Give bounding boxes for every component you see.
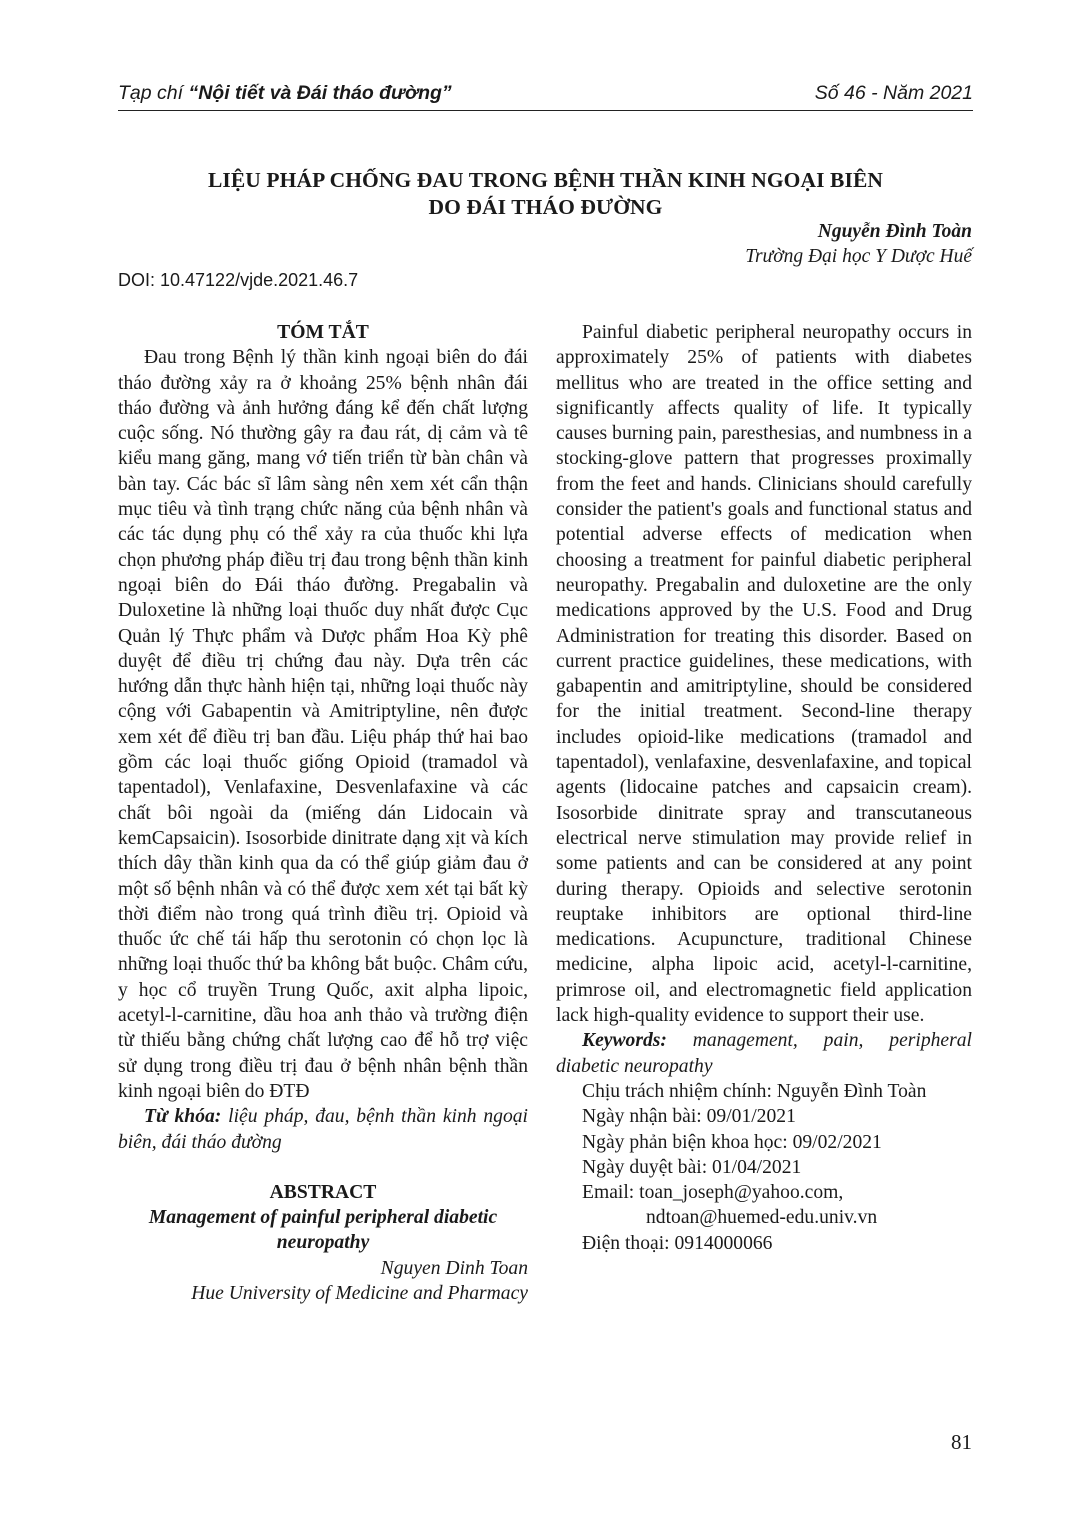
en-abstract-body: Painful diabetic peripheral neuropathy occurs in approximately 25% of patients with diabetes mellitus who are treated in the office setting and significantly affects quality of life. It typically causes burning pain, paresthesias, and numbness in a stocking-glove pattern that progresses proximally from the feet and hands. Clinicians should carefully consider the patient's goals and functional status and potential adverse effects of medication when choosing a treatment for painful diabetic peripheral neuropathy. Pregabalin and duloxetine are the only medications approved by the U.S. Food and Drug Administration for treating this disorder. Based on current practice guidelines, these medications, with gabapentin and amitriptyline, should be considered for the initial treatment. Second-line therapy includes opioid-like medications (tramadol and tapentadol), venlafaxine, desvenlafaxine, and topical agents (lidocaine patches and capsaicin cream). Isosorbide dinitrate spray and transcutaneous electrical nerve stimulation may provide relief in some patients and can be considered at any point during therapy. Opioids and selective serotonin reuptake inhibitors are optional third-line medications. Acupuncture, traditional Chinese medicine, alpha lipoic acid, acetyl-l-carnitine, primrose oil, and electromagnetic field application lack high-quality evidence to support their use.	[556, 322, 972, 1027]
en-author-name: Nguyen Dinh Toan	[380, 1257, 528, 1279]
review-date: Ngày phản biện khoa học: 09/02/2021	[582, 1131, 882, 1153]
received-date: Ngày nhận bài: 09/01/2021	[582, 1106, 796, 1128]
en-abstract-heading: ABSTRACT	[269, 1181, 377, 1203]
journal-name	[118, 82, 452, 105]
vi-keywords-label: Từ khóa:	[144, 1106, 222, 1128]
email-line-2: ndtoan@huemed-edu.univ.vn	[646, 1207, 878, 1229]
en-title-line-1: Management of painful peripheral diabetic	[148, 1207, 498, 1229]
vi-abstract-body: Đau trong Bệnh lý thần kinh ngoại biên do đái tháo đường xảy ra ở khoảng 25% bệnh nhân đái tháo đường và ảnh hưởng đáng kể đến chất lượng cuộc sống. Nó thường gây ra đau rát, dị cảm và tê kiểu mang găng, mang vớ tiến triển từ bàn chân và bàn tay. Các bác sĩ lâm sàng nên xem xét cẩn thận mục tiêu và tình trạng chức năng của bệnh nhân và các tác dụng phụ có thể xảy ra của thuốc khi lựa chọn phương pháp điều trị đau trong bệnh thần kinh ngoại biên do Đái tháo đường. Pregabalin và Duloxetine là những loại thuốc duy nhất được Cục Quản lý Thực phẩm và Dược phẩm Hoa Kỳ phê duyệt để điều trị chứng đau này. Dựa trên các hướng dẫn thực hành hiện tại, những loại thuốc này cộng với Gabapentin và Amitriptyline, nên được xem xét để điều trị ban đầu. Liệu pháp thứ hai bao gồm các loại thuốc giống Opioid (tramadol và tapentadol), Venlafaxine, Desvenlafaxine và các chất bôi ngoài da (miếng dán Lidocain và kemCapsaicin). Isosorbide dinitrate dạng xịt và kích thích dây thần kinh qua da có thể giúp giảm đau ở một số bệnh nhân và có thể được xem xét tại bất kỳ thời điểm nào trong quá trình điều trị. Opioid và thuốc ức chế tái hấp thu serotonin có chọn lọc là những loại thuốc thứ ba không bắt buộc. Châm cứu, y học cổ truyền Trung Quốc, axit alpha lipoic, acetyl-l-carnitine, dầu hoa anh thảo và trường điện từ thiếu bằng chứng chất lượng cao để hỗ trợ việc sử dụng trong điều trị đau ở bệnh nhân bệnh thần kinh ngoại biên do ĐTĐ	[118, 347, 528, 1102]
phone-number: Điện thoại: 0914000066	[582, 1232, 773, 1254]
article-title-line-1: LIỆU PHÁP CHỐNG ĐAU TRONG BỆNH THẦN KINH NGOẠI BIÊN	[207, 168, 884, 192]
left-column	[118, 320, 528, 1306]
running-header	[118, 80, 973, 108]
doi: DOI: 10.47122/vjde.2021.46.7	[118, 270, 359, 290]
email-line-1: Email: toan_joseph@yahoo.com,	[582, 1182, 844, 1204]
journal-title: “Nội tiết và Đái tháo đường”	[188, 82, 452, 104]
vi-abstract-heading: TÓM TẮT	[277, 322, 369, 343]
en-abstract-header	[118, 1180, 528, 1306]
en-keywords-label: Keywords:	[582, 1030, 667, 1052]
en-author-affiliation: Hue University of Medicine and Pharmacy	[191, 1282, 528, 1304]
journal-prefix: Tạp chí	[118, 82, 189, 104]
en-title-line-2: neuropathy	[276, 1232, 370, 1254]
page-number: 81	[951, 1430, 972, 1454]
vi-keywords-text: liệu pháp, đau, bệnh thần kinh ngoại biên, đái tháo đường	[118, 1106, 528, 1153]
responsible-author: Chịu trách nhiệm chính: Nguyễn Đình Toàn	[582, 1080, 927, 1102]
header-divider	[118, 110, 973, 111]
article-metadata	[556, 1079, 972, 1256]
author-name: Nguyễn Đình Toàn	[817, 221, 972, 242]
vi-keywords	[118, 1104, 528, 1155]
issue-info: Số 46 - Năm 2021	[814, 82, 973, 104]
right-column	[556, 320, 972, 1256]
en-keywords	[556, 1028, 972, 1079]
article-title-line-2: DO ĐÁI THÁO ĐƯỜNG	[428, 195, 663, 219]
en-keywords-text: management, pain, peripheral diabetic neuropathy	[556, 1030, 972, 1077]
author-affiliation: Trường Đại học Y Dược Huế	[745, 246, 972, 267]
accepted-date: Ngày duyệt bài: 01/04/2021	[582, 1156, 802, 1178]
